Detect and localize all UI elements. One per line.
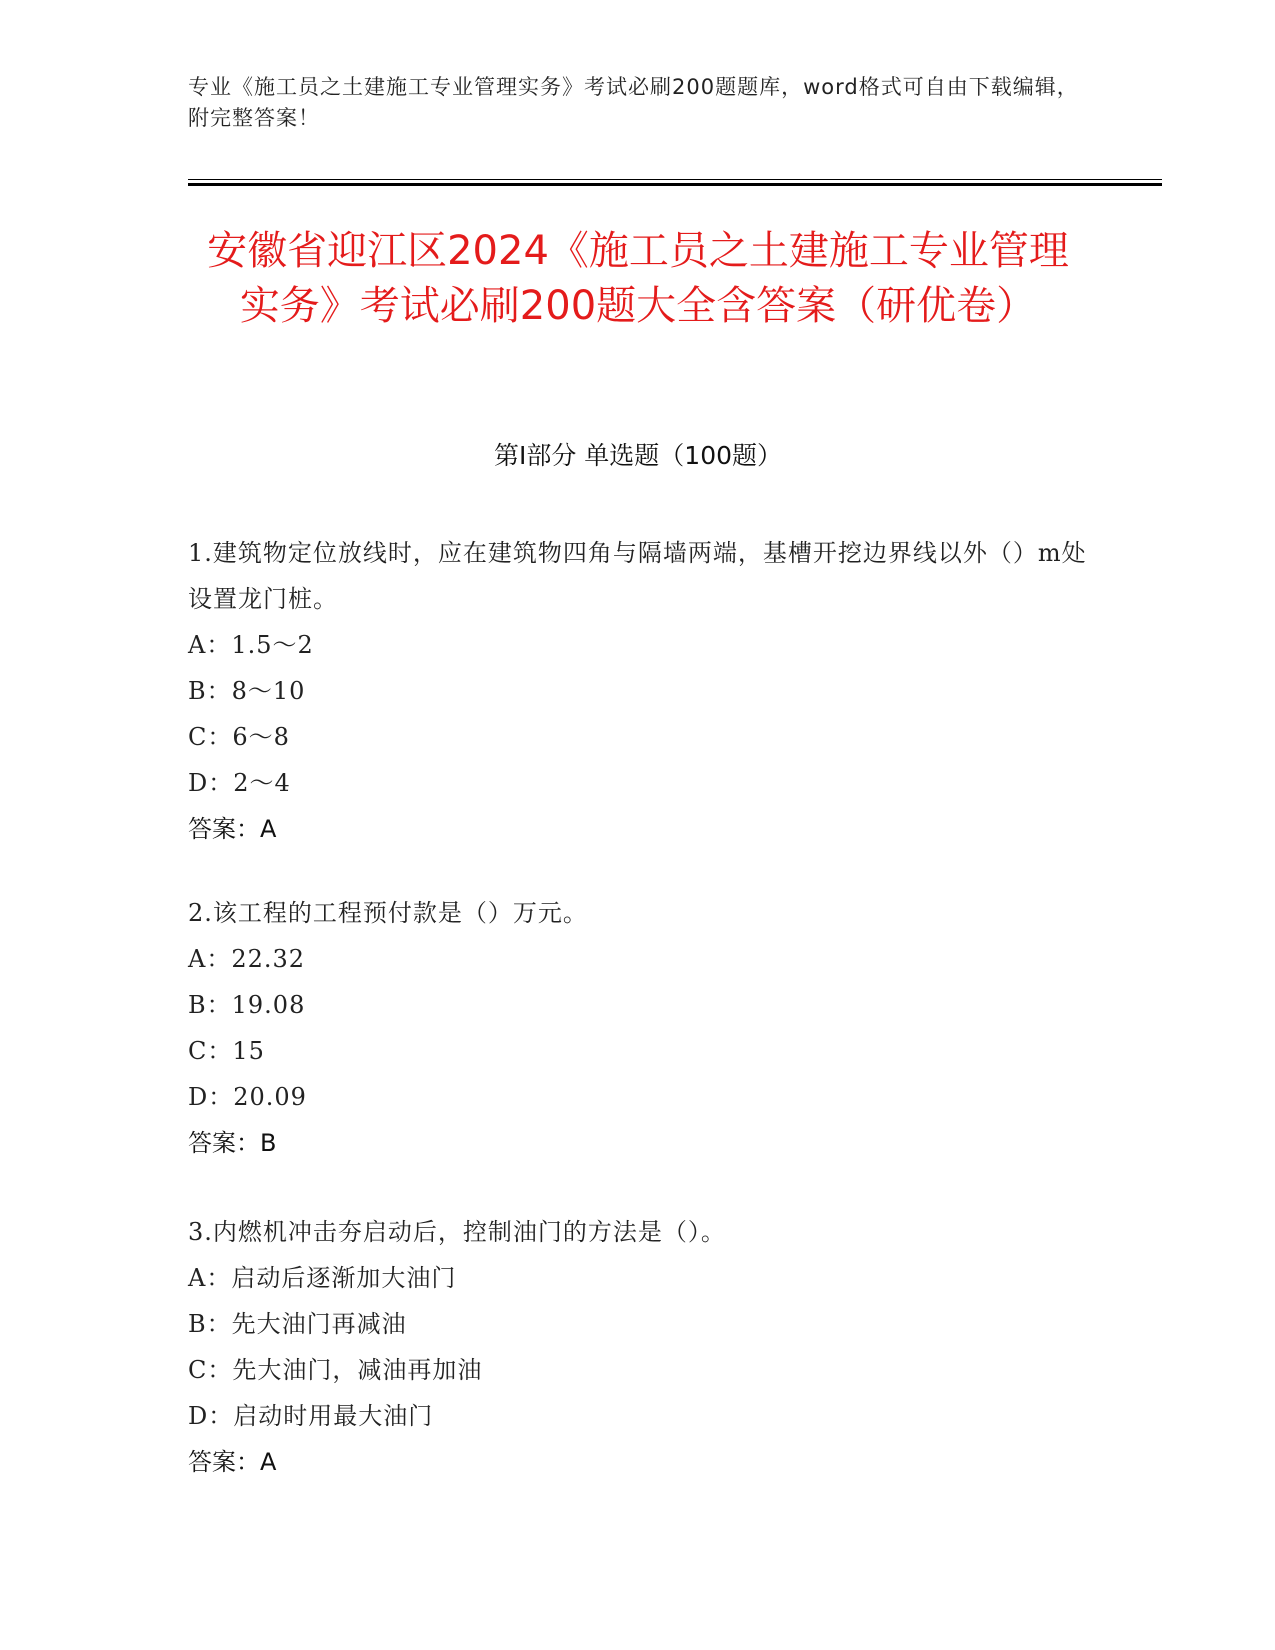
option-c: C：6～8 [188,723,290,751]
question-stem: 3.内燃机冲击夯启动后，控制油门的方法是（）。 [188,1218,726,1246]
option-d: D：启动时用最大油门 [188,1402,434,1430]
option-a: A：22.32 [188,945,306,973]
option-c: C：先大油门，减油再加油 [188,1356,483,1384]
option-b: B：19.08 [188,991,306,1019]
question-3 [188,1209,1088,1485]
header-divider-thick [188,183,1162,186]
option-d: D：20.09 [188,1083,307,1111]
option-b: B：先大油门再减油 [188,1310,407,1338]
option-a: A：启动后逐渐加大油门 [188,1264,457,1292]
section-heading: 第Ⅰ部分 单选题（100题） [493,441,783,470]
option-c: C：15 [188,1037,265,1065]
option-b: B：8～10 [188,677,306,705]
question-1 [188,530,1088,852]
answer: 答案：A [188,1448,277,1476]
answer: 答案：B [188,1129,277,1157]
option-d: D：2～4 [188,769,291,797]
question-2 [188,890,1088,1166]
document-title: 安徽省迎江区2024《施工员之土建施工专业管理实务》考试必刷200题大全含答案（研优卷） [207,228,1069,329]
answer: 答案：A [188,815,277,843]
header-divider-thin [188,179,1162,180]
header-note: 专业《施工员之土建施工专业管理实务》考试必刷200题题库，word格式可自由下载编辑，附完整答案！ [188,75,1079,130]
option-a: A：1.5～2 [188,631,314,659]
question-stem: 1.建筑物定位放线时，应在建筑物四角与隔墙两端，基槽开挖边界线以外（）m处设置龙门桩。 [188,539,1087,613]
question-stem: 2.该工程的工程预付款是（）万元。 [188,899,588,927]
